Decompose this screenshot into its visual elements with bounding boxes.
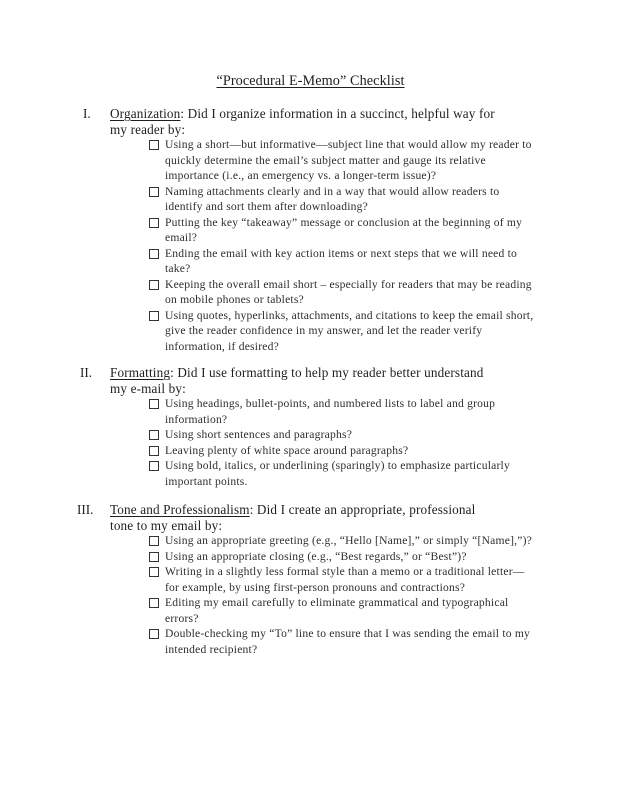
section-label: Formatting (110, 365, 171, 380)
checkbox[interactable] (149, 567, 159, 577)
checkbox[interactable] (149, 446, 159, 456)
checklist-item[interactable]: Using a short—but informative—subject line that would allow my reader to quickly determine the email’s subject matter and gauge its relative importance (i.e., an emergency vs. a longer-term issue)? (148, 137, 538, 184)
checklist-item[interactable]: Leaving plenty of white space around paragraphs? (148, 443, 538, 459)
checklist-item[interactable]: Using an appropriate closing (e.g., “Best regards,” or “Best”)? (148, 549, 538, 565)
checklist-item[interactable]: Editing my email carefully to eliminate grammatical and typographical errors? (148, 595, 538, 626)
checklist (148, 137, 538, 354)
checkbox[interactable] (149, 552, 159, 562)
checkbox[interactable] (149, 218, 159, 228)
section-question-continued: my reader by: (110, 122, 186, 137)
section-question: : Did I create an appropriate, professional (249, 502, 476, 517)
checklist-item[interactable]: Using bold, italics, or underlining (sparingly) to emphasize particularly important points. (148, 458, 538, 489)
checkbox[interactable] (149, 598, 159, 608)
checkbox[interactable] (149, 249, 159, 259)
checklist (148, 396, 538, 489)
checklist-item[interactable]: Writing in a slightly less formal style than a memo or a traditional letter—for example, by using first-person pronouns and contractions? (148, 564, 538, 595)
checklist (148, 533, 538, 657)
section-numeral: II. (80, 365, 93, 380)
section-question-continued: tone to my email by: (110, 518, 223, 533)
checkbox[interactable] (149, 399, 159, 409)
section-question: : Did I organize information in a succinct, helpful way for (180, 106, 495, 121)
section-heading (110, 106, 530, 138)
checklist-item[interactable]: Keeping the overall email short – especially for readers that may be reading on mobile phones or tablets? (148, 277, 538, 308)
page-title: “Procedural E-Memo” Checklist (216, 73, 405, 89)
checklist-item[interactable]: Ending the email with key action items or next steps that we will need to take? (148, 246, 538, 277)
section-heading (110, 502, 530, 534)
checkbox[interactable] (149, 187, 159, 197)
section-label: Tone and Professionalism (110, 502, 250, 517)
section-question-continued: my e-mail by: (110, 381, 186, 396)
checklist-item[interactable]: Double-checking my “To” line to ensure that I was sending the email to my intended recipient? (148, 626, 538, 657)
checklist-item[interactable]: Using quotes, hyperlinks, attachments, and citations to keep the email short, give the reader confidence in my answer, and let the reader verify information, if desired? (148, 308, 538, 355)
checkbox[interactable] (149, 280, 159, 290)
checkbox[interactable] (149, 461, 159, 471)
section-label: Organization (110, 106, 181, 121)
checklist-item[interactable]: Using an appropriate greeting (e.g., “Hello [Name],” or simply “[Name],”)? (148, 533, 538, 549)
section-heading (110, 365, 530, 397)
checkbox[interactable] (149, 629, 159, 639)
checklist-item[interactable]: Putting the key “takeaway” message or conclusion at the beginning of my email? (148, 215, 538, 246)
checkbox[interactable] (149, 430, 159, 440)
checklist-item[interactable]: Using headings, bullet-points, and numbered lists to label and group information? (148, 396, 538, 427)
section-question: : Did I use formatting to help my reader better understand (170, 365, 484, 380)
checkbox[interactable] (149, 311, 159, 321)
checkbox[interactable] (149, 140, 159, 150)
checklist-item[interactable]: Naming attachments clearly and in a way that would allow readers to identify and sort them after downloading? (148, 184, 538, 215)
checklist-item[interactable]: Using short sentences and paragraphs? (148, 427, 538, 443)
section-numeral: I. (83, 106, 91, 121)
checkbox[interactable] (149, 536, 159, 546)
section-numeral: III. (77, 502, 94, 517)
